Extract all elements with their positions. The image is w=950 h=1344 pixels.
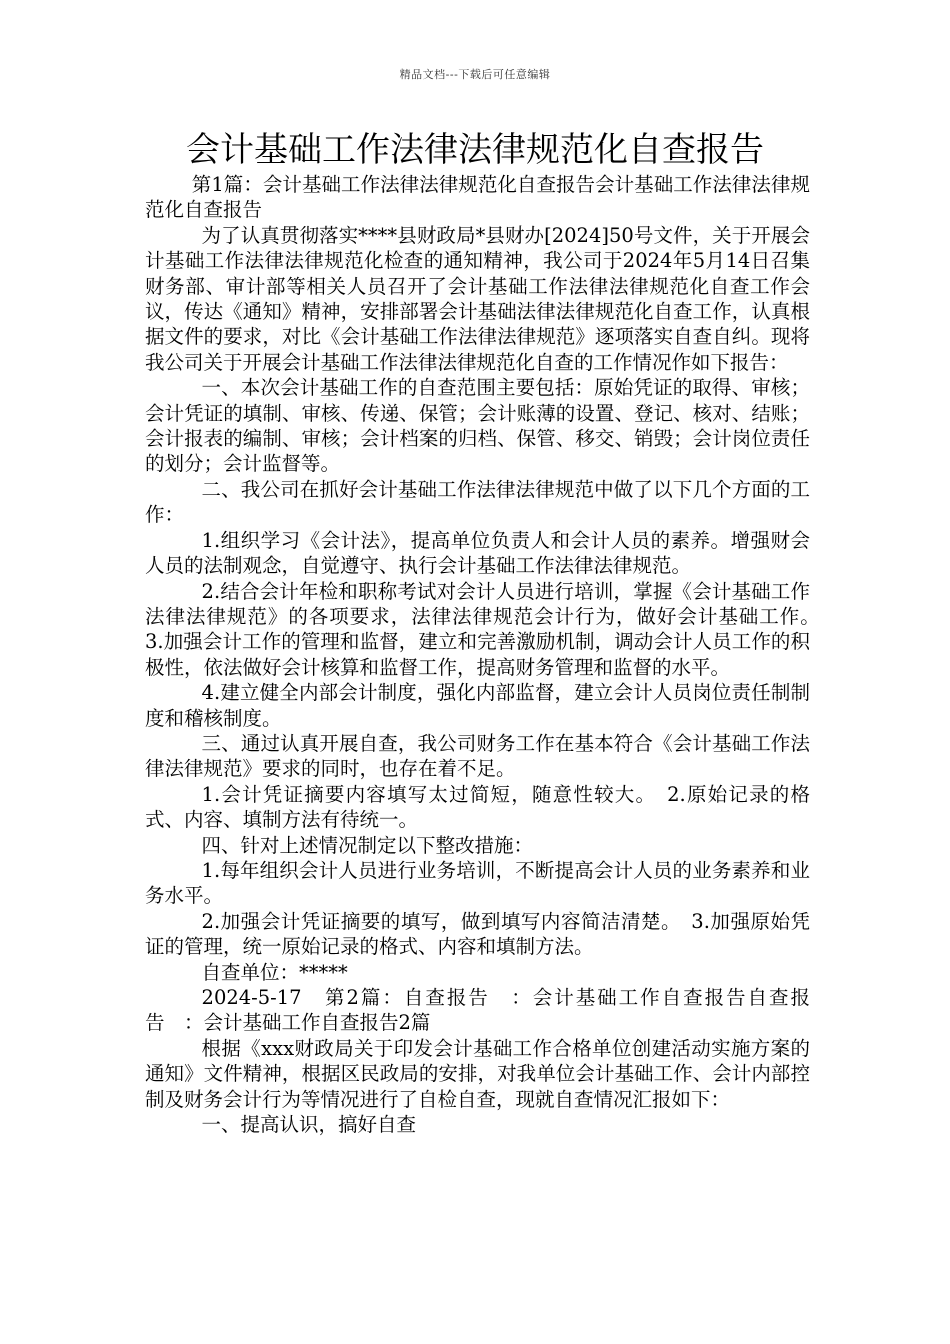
paragraph-part-2-intro: 根据《xxx财政局关于印发会计基础工作合格单位创建活动实施方案的通知》文件精神，根据区民政局的安排，对我单位会计基础工作、会计内部控制及财务会计行为等情况进行了自检自查，现就自查情况汇报如下： bbox=[145, 1036, 810, 1111]
document-title: 会计基础工作法律法律规范化自查报告 bbox=[186, 130, 764, 170]
paragraph-section-1: 一、本次会计基础工作的自查范围主要包括：原始凭证的取得、审核；会计凭证的填制、审核、传递、保管；会计账薄的设置、登记、核对、结账；会计报表的编制、审核；会计档案的归档、保管、移交、销毁；会计岗位责任的划分；会计监督等。 bbox=[145, 376, 810, 476]
paragraph-measure-1: 1.每年组织会计人员进行业务培训，不断提高会计人员的业务素养和业务水平。 bbox=[145, 858, 810, 908]
paragraph-part-2-section-1: 一、提高认识，搞好自查 bbox=[201, 1113, 417, 1137]
paragraph-item-2-3: 2.结合会计年检和职称考试对会计人员进行培训，掌握《会计基础工作法律法律规范》的各项要求，法律法律规范会计行为，做好会计基础工作。 3.加强会计工作的管理和监督，建立和完善激励机制，调动会计人员工作的积极性，依法做好会计核算和监督工作，提高财务管理和监督的水平。 bbox=[145, 579, 830, 679]
paragraph-section-3: 三、通过认真开展自查，我公司财务工作在基本符合《会计基础工作法律法律规范》要求的同时，也存在着不足。 bbox=[145, 731, 810, 781]
paragraph-issues: 1.会计凭证摘要内容填写太过简短，随意性较大。 2.原始记录的格式、内容、填制方法有待统一。 bbox=[145, 782, 810, 832]
paragraph-section-4: 四、针对上述情况制定以下整改措施： bbox=[201, 833, 534, 857]
paragraph-item-1: 1.组织学习《会计法》，提高单位负责人和会计人员的素养。增强财会人员的法制观念，自觉遵守、执行会计基础工作法律法律规范。 bbox=[145, 528, 810, 578]
paragraph-intro: 为了认真贯彻落实****县财政局*县财办[2024]50号文件，关于开展会计基础工作法律法律规范化检查的通知精神，我公司于2024年5月14日召集财务部、审计部等相关人员召开了会计基础工作法律法律规范化自查工作会议，传达《通知》精神，安排部署会计基础法律法律规范化自查工作，认真根据文件的要求，对比《会计基础工作法律法律规范》逐项落实自查自纠。现将我公司关于开展会计基础工作法律法律规范化自查的工作情况作如下报告： bbox=[145, 223, 810, 374]
paragraph-part-1-heading: 第1篇：会计基础工作法律法律规范化自查报告会计基础工作法律法律规范化自查报告 bbox=[145, 173, 810, 222]
paragraph-signature-unit: 自查单位：***** bbox=[201, 960, 348, 984]
document-body bbox=[145, 172, 830, 1137]
paragraph-item-4: 4.建立健全内部会计制度，强化内部监督，建立会计人员岗位责任制制度和稽核制度。 bbox=[145, 681, 810, 730]
paragraph-date-part-2: 2024-5-17 第2篇：自查报告 ：会计基础工作自查报告自查报告 ：会计基础工作自查报告2篇 bbox=[145, 986, 810, 1035]
paragraph-section-2: 二、我公司在抓好会计基础工作法律法律规范中做了以下几个方面的工作： bbox=[145, 477, 810, 527]
header-note: 精品文档---下载后可任意编辑 bbox=[399, 68, 551, 81]
paragraph-measure-2-3: 2.加强会计凭证摘要的填写，做到填写内容简洁清楚。 3.加强原始凭证的管理，统一原始记录的格式、内容和填制方法。 bbox=[145, 909, 810, 959]
